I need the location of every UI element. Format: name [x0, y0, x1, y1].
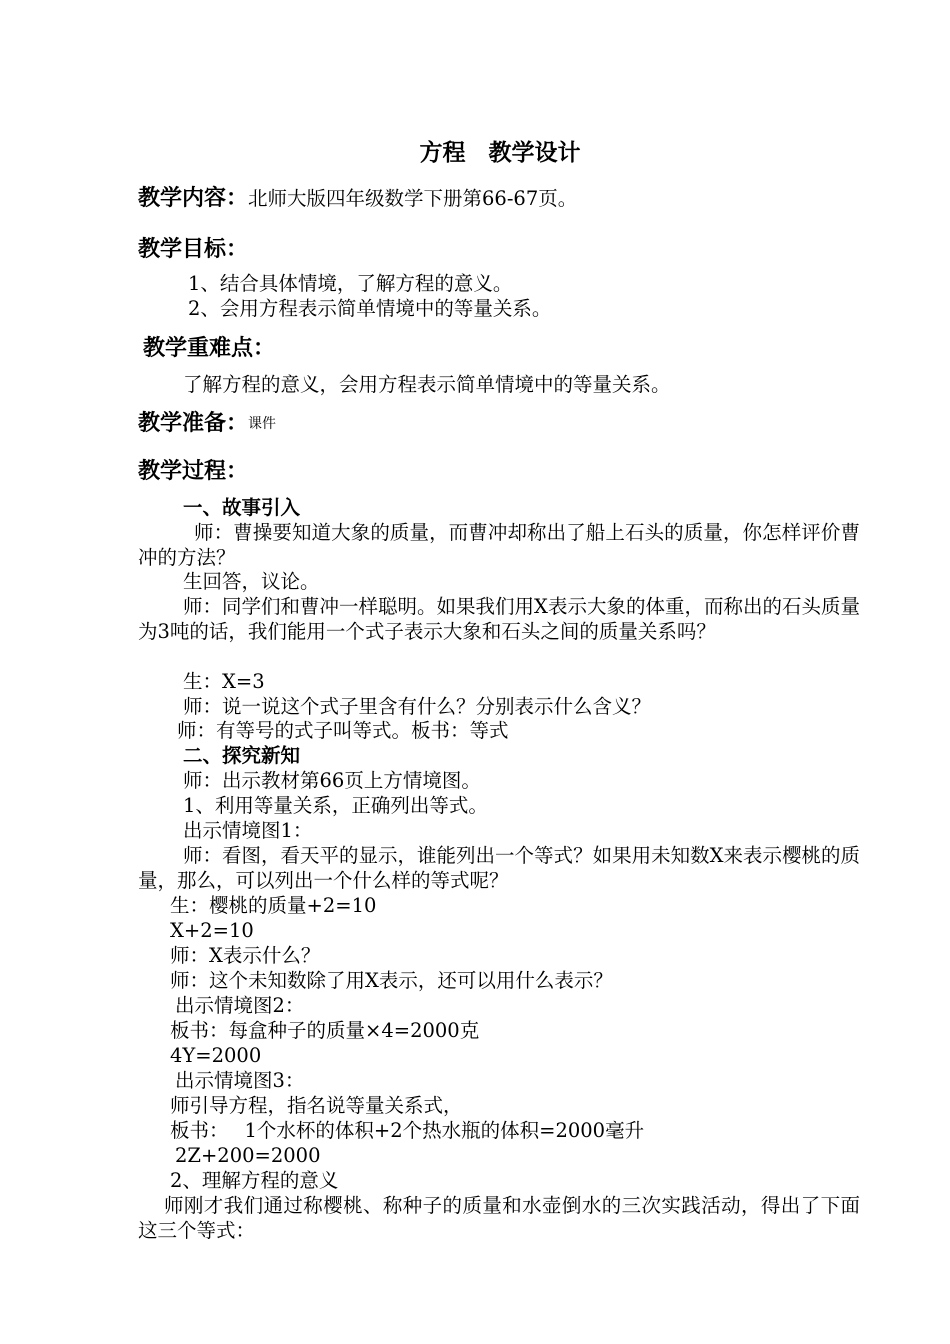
paragraph: 师：出示教材第66页上方情境图。 [183, 769, 481, 792]
paragraph: 1、利用等量关系，正确列出等式。 [183, 794, 488, 817]
goal-item: 1、结合具体情境，了解方程的意义。 [188, 272, 513, 295]
prep-label: 教学准备： [138, 411, 249, 436]
document-title: 方程 教学设计 [419, 139, 581, 166]
keypoints-text: 了解方程的意义，会用方程表示简单情境中的等量关系。 [183, 373, 671, 396]
paragraph: 生：X=3 [183, 670, 265, 693]
paragraph: 师：X表示什么？ [170, 944, 321, 967]
goal-item: 2、会用方程表示简单情境中的等量关系。 [188, 297, 552, 320]
paragraph: 师：有等号的式子叫等式。板书：等式 [177, 719, 509, 742]
prep-heading [138, 410, 276, 438]
paragraph: 师：曹操要知道大象的质量，而曹冲却称出了船上石头的质量，你怎样评价曹冲的方法？ [138, 521, 860, 569]
paragraph: 板书：每盒种子的质量×4=2000克 [170, 1019, 480, 1042]
keypoints-heading: 教学重难点： [143, 336, 276, 361]
goals-heading: 教学目标： [138, 237, 249, 262]
section-2-title: 二、探究新知 [183, 744, 301, 767]
paragraph: 师引导方程，指名说等量关系式， [170, 1094, 463, 1117]
paragraph: 2、理解方程的意义 [170, 1169, 339, 1192]
paragraph: 出示情境图2： [175, 994, 305, 1017]
paragraph: 师：说一说这个式子里含有什么？分别表示什么含义？ [183, 695, 652, 718]
paragraph: 出示情境图3： [175, 1069, 305, 1092]
paragraph: 生回答，议论。 [183, 570, 320, 593]
paragraph: 生：樱桃的质量+2=10 [170, 894, 377, 917]
process-heading: 教学过程： [138, 459, 249, 484]
content-heading [138, 185, 577, 213]
prep-text: 课件 [248, 416, 277, 432]
section-1-title: 一、故事引入 [183, 496, 301, 519]
paragraph: 4Y=2000 [170, 1044, 262, 1067]
paragraph: 师：这个未知数除了用X表示，还可以用什么表示？ [170, 969, 613, 992]
paragraph: X+2=10 [170, 919, 254, 942]
paragraph: 师：同学们和曹冲一样聪明。如果我们用X表示大象的体重，而称出的石头质量为3吨的话，我们能用一个式子表示大象和石头之间的质量关系吗？ [138, 595, 860, 643]
content-label: 教学内容： [138, 186, 249, 211]
content-text: 北师大版四年级数学下册第66-67页。 [248, 187, 578, 210]
paragraph: 板书： 1个水杯的体积+2个热水瓶的体积=2000毫升 [170, 1119, 645, 1142]
paragraph: 2Z+200=2000 [175, 1144, 321, 1167]
paragraph: 出示情境图1： [183, 819, 313, 842]
paragraph: 师刚才我们通过称樱桃、称种子的质量和水壶倒水的三次实践活动，得出了下面这三个等式： [138, 1194, 860, 1242]
paragraph: 师：看图，看天平的显示，谁能列出一个等式？如果用未知数X来表示樱桃的质量，那么，可以列出一个什么样的等式呢？ [138, 844, 860, 892]
